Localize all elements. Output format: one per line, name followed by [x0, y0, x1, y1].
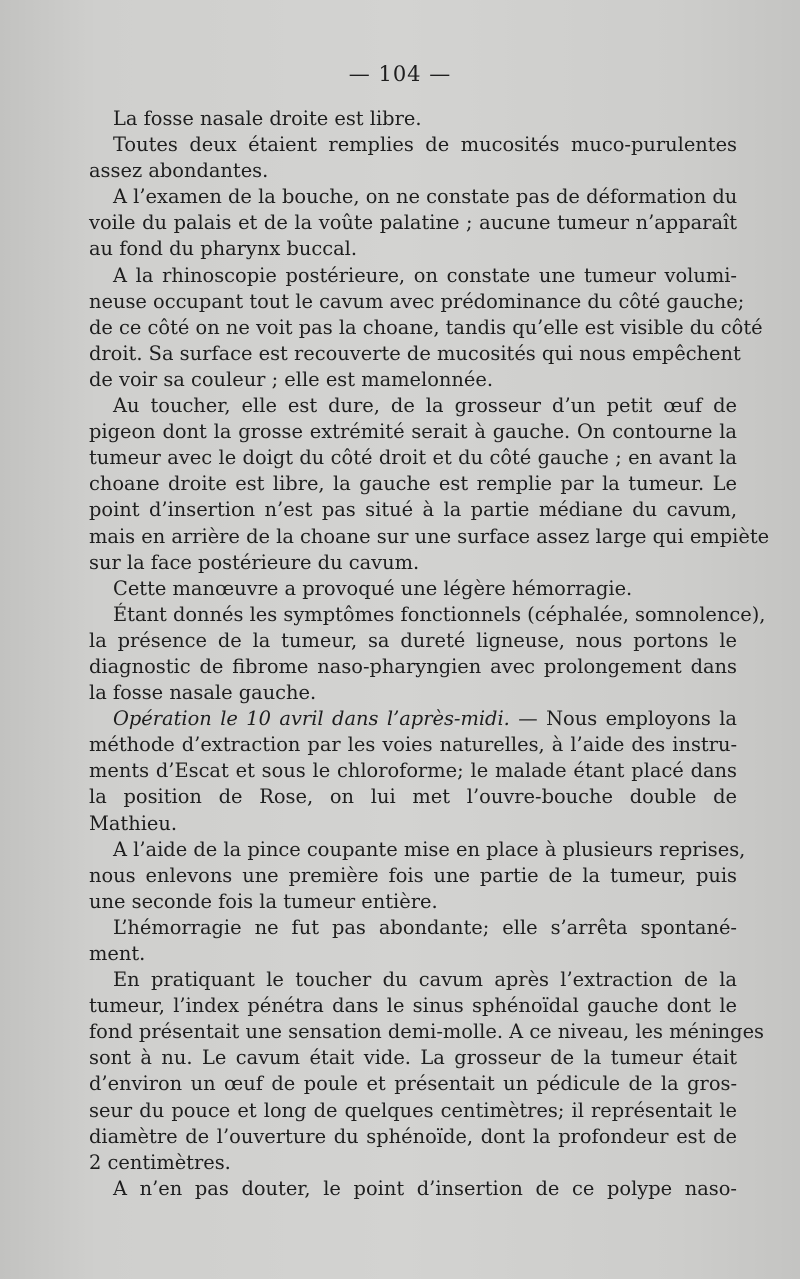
text-line: [89, 706, 737, 732]
text-line: tumeur, l’index pénétra dans le sinus sphénoïdal gauche dont le: [89, 994, 737, 1018]
text-line: A l’aide de la pince coupante mise en place à plusieurs reprises,: [113, 837, 746, 861]
text-line: neuse occupant tout le cavum avec prédominance du côté gauche;: [89, 289, 745, 313]
text-line: au fond du pharynx buccal.: [89, 237, 358, 261]
text-line: diagnostic de fibrome naso-pharyngien avec prolongement dans: [89, 654, 737, 678]
text-line: d’environ un œuf de poule et présentait un pédicule de la gros-: [89, 1072, 737, 1096]
text-line: fond présentait une sensation demi-molle. A ce niveau, les méninges: [89, 1020, 764, 1044]
text-line: Cette manœuvre a provoqué une légère hémorragie.: [113, 576, 633, 600]
text-line: 2 centimètres.: [89, 1150, 231, 1174]
text-line: En pratiquant le toucher du cavum après l’extraction de la: [113, 968, 737, 992]
text-line: Mathieu.: [89, 811, 178, 835]
text-run: — Nous employons la: [509, 707, 737, 731]
text-line: La fosse nasale droite est libre.: [113, 107, 422, 130]
page-number: — 104 —: [348, 62, 452, 86]
text-line: Toutes deux étaient remplies de mucosités muco-purulentes: [113, 133, 737, 157]
text-line: choane droite est libre, la gauche est remplie par la tumeur. Le: [89, 472, 737, 496]
text-line: nous enlevons une première fois une partie de la tumeur, puis: [89, 863, 737, 887]
text-line: L’hémorragie ne fut pas abondante; elle s’arrêta spontané-: [113, 915, 737, 939]
text-line: de voir sa couleur ; elle est mamelonnée.: [89, 367, 493, 391]
text-line: point d’insertion n’est pas situé à la partie médiane du cavum,: [89, 498, 737, 522]
text-line: méthode d’extraction par les voies naturelles, à l’aide des instru-: [89, 733, 737, 757]
text-line: A l’examen de la bouche, on ne constate pas de déformation du: [113, 185, 738, 209]
text-line: diamètre de l’ouverture du sphénoïde, dont la profondeur est de: [89, 1124, 737, 1148]
text-line: la position de Rose, on lui met l’ouvre-bouche double de: [89, 785, 737, 809]
text-line: tumeur avec le doigt du côté droit et du côté gauche ; en avant la: [89, 446, 737, 470]
text-line: A la rhinoscopie postérieure, on constate une tumeur volumi-: [113, 263, 737, 287]
text-line: ment.: [89, 942, 146, 965]
text-line: Étant donnés les symptômes fonctionnels (céphalée, somnolence),: [113, 602, 766, 626]
text-line: sont à nu. Le cavum était vide. La grosseur de la tumeur était: [89, 1046, 737, 1070]
italic-heading: Opération le 10 avril dans l’après-midi.: [113, 707, 510, 731]
text-line: droit. Sa surface est recouverte de mucosités qui nous empêchent: [89, 341, 741, 365]
text-line: sur la face postérieure du cavum.: [89, 550, 420, 574]
text-line: la présence de la tumeur, sa dureté ligneuse, nous portons le: [89, 628, 737, 652]
text-line: A n’en pas douter, le point d’insertion de ce polype naso-: [113, 1176, 737, 1200]
body-text: [89, 106, 770, 1202]
text-line: seur du pouce et long de quelques centimètres; il représentait le: [89, 1098, 737, 1122]
text-line: assez abondantes.: [89, 159, 269, 183]
text-line: pigeon dont la grosse extrémité serait à gauche. On contourne la: [89, 420, 737, 444]
text-line: voile du palais et de la voûte palatine ; aucune tumeur n’apparaît: [89, 211, 737, 235]
text-line: de ce côté on ne voit pas la choane, tandis qu’elle est visible du côté: [89, 315, 763, 339]
text-line: une seconde fois la tumeur entière.: [89, 889, 438, 913]
text-line: mais en arrière de la choane sur une surface assez large qui empiète: [89, 524, 770, 548]
text-line: la fosse nasale gauche.: [89, 681, 317, 705]
text-line: Au toucher, elle est dure, de la grosseur d’un petit œuf de: [113, 394, 737, 418]
text-line: ments d’Escat et sous le chloroforme; le malade étant placé dans: [89, 759, 737, 783]
